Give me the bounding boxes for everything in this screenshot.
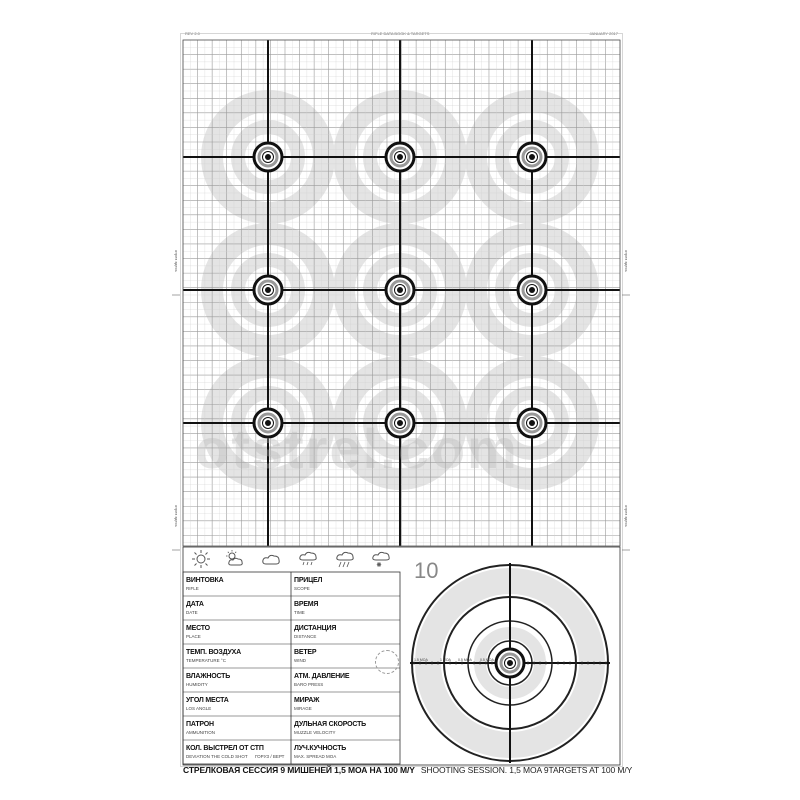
bottom-title <box>183 765 633 777</box>
field-label: МЕСТО <box>186 625 210 632</box>
watermark: otstrel.com <box>195 417 519 480</box>
field-humidity[interactable] <box>183 668 291 692</box>
field-label: КОЛ. ВЫСТРЕЛ ОТ СТП <box>186 745 264 752</box>
bullseye-center <box>265 154 271 160</box>
field-label: ПРИЦЕЛ <box>294 577 323 584</box>
cut-label-right-top: отрез здесь <box>624 250 629 272</box>
bullseye-center <box>529 420 535 426</box>
field-sublabel: DISTANCE <box>294 634 317 639</box>
bullseye-center <box>529 287 535 293</box>
field-sublabel: MIRAGE <box>294 706 312 711</box>
cloud-icon[interactable] <box>261 549 281 569</box>
cut-label-right-bottom: отрез здесь <box>624 505 629 527</box>
field-sublabel: SCOPE <box>294 586 310 591</box>
field-label: АТМ. ДАВЛЕНИЕ <box>294 673 350 680</box>
field-label: ВЛАЖНОСТЬ <box>186 673 231 680</box>
snow-icon[interactable] <box>371 549 391 569</box>
scale-label: 0.5 MOA <box>480 658 494 662</box>
sun-icon[interactable] <box>191 549 211 569</box>
field-label: ТЕМП. ВОЗДУХА <box>186 649 241 656</box>
field-ammunition[interactable] <box>183 716 291 740</box>
field-label: ЛУЧ.КУЧНОСТЬ <box>294 745 347 752</box>
cut-label-left-bottom: отрез здесь <box>174 505 179 527</box>
title-english: SHOOTING SESSION. 1,5 MOA 9TARGETS AT 100 M/Y <box>420 765 633 775</box>
field-date[interactable] <box>183 596 291 620</box>
wind-direction-dial[interactable] <box>375 650 399 674</box>
field-label: ВРЕМЯ <box>294 601 319 608</box>
field-sublabel: TIME <box>294 610 305 615</box>
weather-row <box>183 547 400 572</box>
field-sublabel: RIFLE <box>186 586 199 591</box>
field-sublabel: AMMUNITION <box>186 730 215 735</box>
field-place[interactable] <box>183 620 291 644</box>
field-label: УГОЛ МЕСТА <box>186 697 229 704</box>
field-label: ДИСТАНЦИЯ <box>294 625 337 632</box>
field-los-angle[interactable] <box>183 692 291 716</box>
field-sublabel: TEMPERATURE °C <box>186 658 226 663</box>
field-muzzle-velocity[interactable] <box>291 716 399 740</box>
session-info-table <box>183 572 400 763</box>
field-label: ПАТРОН <box>186 721 214 728</box>
cut-label-left-top: отрез здесь <box>174 250 179 272</box>
field-sublabel: BARO PRESS <box>294 682 324 687</box>
field-label: ВЕТЕР <box>294 649 317 656</box>
field-label: ДУЛЬНАЯ СКОРОСТЬ <box>294 721 366 728</box>
field-max-spread[interactable] <box>291 740 399 764</box>
field-label: ДАТА <box>186 601 204 608</box>
header-left: REV 2.0 <box>185 31 200 36</box>
rain-icon[interactable] <box>298 549 318 569</box>
field-sublabel: DATE <box>186 610 198 615</box>
bullseye-center <box>397 154 403 160</box>
bullseye-center <box>265 287 271 293</box>
field-label: ВИНТОВКА <box>186 577 224 584</box>
header-right: JANUARY 2017 <box>589 31 618 36</box>
field-rifle[interactable] <box>183 572 291 596</box>
field-sublabel: HUMIDITY <box>186 682 208 687</box>
field-sublabel: MAX. SPREAD MOA <box>294 754 337 759</box>
field-temperature[interactable] <box>183 644 291 668</box>
bullseye-center <box>397 287 403 293</box>
field-sublabel: PLACE <box>186 634 201 639</box>
scale-label: 1.5 MOA <box>414 658 428 662</box>
title-russian: СТРЕЛКОВАЯ СЕССИЯ 9 МИШЕНЕЙ 1,5 МОА НА 100 М/Y <box>183 765 415 775</box>
bullseye-center <box>529 154 535 160</box>
field-scope[interactable] <box>291 572 399 596</box>
field-label: МИРАЖ <box>294 697 320 704</box>
scale-label: 1 MOA <box>440 658 451 662</box>
target-number: 10 <box>414 558 439 583</box>
field-extra-label: ГОРУЗ / ВЕРТ <box>255 754 285 759</box>
sun-cloud-icon[interactable] <box>225 549 245 569</box>
field-sublabel: DEVIATION THE COLD SHOT <box>186 754 248 759</box>
heavy-rain-icon[interactable] <box>335 549 355 569</box>
field-sublabel: LOS ANGLE <box>186 706 212 711</box>
field-time[interactable] <box>291 596 399 620</box>
big-bullseye-center <box>507 660 513 666</box>
field-distance[interactable] <box>291 620 399 644</box>
field-sublabel: WIND <box>294 658 306 663</box>
field-mirage[interactable] <box>291 692 399 716</box>
field-cold-shot[interactable] <box>183 740 291 764</box>
header-center: RIFLE DATA BOOK & TARGETS <box>371 31 430 36</box>
field-sublabel: MUZZLE VELOCITY <box>294 730 336 735</box>
scale-label: 0.5 MOA <box>458 658 472 662</box>
